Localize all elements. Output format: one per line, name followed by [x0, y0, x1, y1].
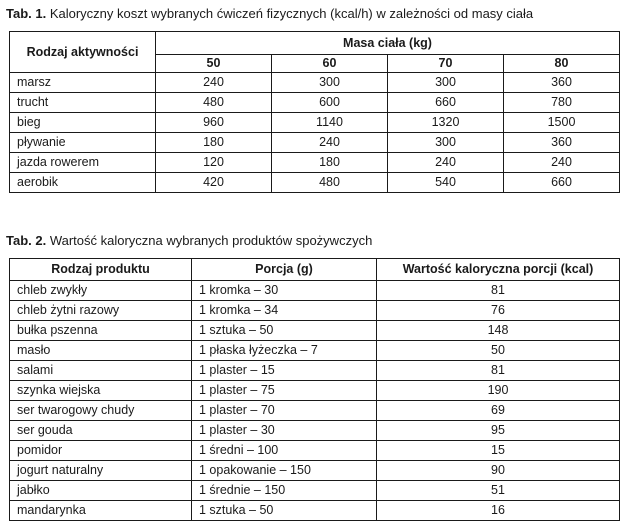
value-cell: 1320 — [388, 113, 504, 133]
header-mass: Masa ciała (kg) — [156, 32, 620, 55]
value-cell: 480 — [156, 93, 272, 113]
value-cell: 1140 — [272, 113, 388, 133]
portion-cell: 1 plaster – 75 — [192, 381, 377, 401]
table-row — [10, 381, 620, 401]
table1-caption — [6, 6, 533, 22]
value-cell: 240 — [504, 153, 620, 173]
table-row — [10, 481, 620, 501]
product-cell: mandarynka — [10, 501, 192, 521]
value-cell: 120 — [156, 153, 272, 173]
value-cell: 600 — [272, 93, 388, 113]
table-row — [10, 301, 620, 321]
value-cell: 180 — [272, 153, 388, 173]
product-cell: pomidor — [10, 441, 192, 461]
table-row — [10, 113, 620, 133]
product-cell: ser twarogowy chudy — [10, 401, 192, 421]
portion-cell: 1 plaster – 70 — [192, 401, 377, 421]
product-cell: szynka wiejska — [10, 381, 192, 401]
header-mass-60: 60 — [272, 55, 388, 73]
activity-cell: pływanie — [10, 133, 156, 153]
exercise-calorie-table — [9, 31, 620, 193]
table-row — [10, 361, 620, 381]
portion-cell: 1 sztuka – 50 — [192, 501, 377, 521]
kcal-cell: 81 — [377, 361, 620, 381]
kcal-cell: 90 — [377, 461, 620, 481]
kcal-cell: 16 — [377, 501, 620, 521]
portion-cell: 1 kromka – 34 — [192, 301, 377, 321]
product-cell: ser gouda — [10, 421, 192, 441]
product-cell: masło — [10, 341, 192, 361]
portion-cell: 1 plaster – 30 — [192, 421, 377, 441]
value-cell: 300 — [388, 73, 504, 93]
value-cell: 480 — [272, 173, 388, 193]
portion-cell: 1 opakowanie – 150 — [192, 461, 377, 481]
product-cell: jogurt naturalny — [10, 461, 192, 481]
table-row — [10, 133, 620, 153]
table1-caption-label: Tab. 1. — [6, 6, 47, 21]
table-row — [10, 421, 620, 441]
header-activity: Rodzaj aktywności — [10, 32, 156, 73]
kcal-cell: 50 — [377, 341, 620, 361]
kcal-cell: 81 — [377, 281, 620, 301]
value-cell: 420 — [156, 173, 272, 193]
table1-caption-text: Kaloryczny koszt wybranych ćwiczeń fizycznych (kcal/h) w zależności od masy ciała — [46, 6, 534, 21]
product-cell: chleb zwykły — [10, 281, 192, 301]
kcal-cell: 148 — [377, 321, 620, 341]
value-cell: 240 — [156, 73, 272, 93]
table-row — [10, 441, 620, 461]
portion-cell: 1 płaska łyżeczka – 7 — [192, 341, 377, 361]
portion-cell: 1 średnie – 150 — [192, 481, 377, 501]
kcal-cell: 95 — [377, 421, 620, 441]
value-cell: 300 — [388, 133, 504, 153]
value-cell: 960 — [156, 113, 272, 133]
activity-cell: bieg — [10, 113, 156, 133]
table-row — [10, 501, 620, 521]
table-row — [10, 321, 620, 341]
kcal-cell: 51 — [377, 481, 620, 501]
header-mass-70: 70 — [388, 55, 504, 73]
product-cell: jabłko — [10, 481, 192, 501]
portion-cell: 1 sztuka – 50 — [192, 321, 377, 341]
header-mass-80: 80 — [504, 55, 620, 73]
value-cell: 300 — [272, 73, 388, 93]
value-cell: 240 — [388, 153, 504, 173]
table-row — [10, 401, 620, 421]
value-cell: 360 — [504, 73, 620, 93]
value-cell: 660 — [388, 93, 504, 113]
kcal-cell: 190 — [377, 381, 620, 401]
table-row — [10, 341, 620, 361]
product-cell: bułka pszenna — [10, 321, 192, 341]
product-cell: salami — [10, 361, 192, 381]
portion-cell: 1 plaster – 15 — [192, 361, 377, 381]
value-cell: 180 — [156, 133, 272, 153]
portion-cell: 1 średni – 100 — [192, 441, 377, 461]
kcal-cell: 76 — [377, 301, 620, 321]
value-cell: 780 — [504, 93, 620, 113]
value-cell: 240 — [272, 133, 388, 153]
value-cell: 540 — [388, 173, 504, 193]
table2-caption-label: Tab. 2. — [6, 233, 47, 248]
table-row — [10, 281, 620, 301]
kcal-cell: 15 — [377, 441, 620, 461]
table-row — [10, 73, 620, 93]
kcal-cell: 69 — [377, 401, 620, 421]
table2-caption-text: Wartość kaloryczna wybranych produktów spożywczych — [46, 233, 373, 248]
table-row — [10, 93, 620, 113]
activity-cell: aerobik — [10, 173, 156, 193]
header-product: Rodzaj produktu — [10, 259, 192, 281]
table2-caption — [6, 233, 372, 249]
portion-cell: 1 kromka – 30 — [192, 281, 377, 301]
header-portion: Porcja (g) — [192, 259, 377, 281]
table-row — [10, 153, 620, 173]
product-cell: chleb żytni razowy — [10, 301, 192, 321]
value-cell: 360 — [504, 133, 620, 153]
activity-cell: marsz — [10, 73, 156, 93]
header-kcal: Wartość kaloryczna porcji (kcal) — [377, 259, 620, 281]
food-calorie-table — [9, 258, 620, 521]
activity-cell: trucht — [10, 93, 156, 113]
activity-cell: jazda rowerem — [10, 153, 156, 173]
table-row — [10, 173, 620, 193]
value-cell: 1500 — [504, 113, 620, 133]
table-row — [10, 461, 620, 481]
value-cell: 660 — [504, 173, 620, 193]
header-mass-50: 50 — [156, 55, 272, 73]
